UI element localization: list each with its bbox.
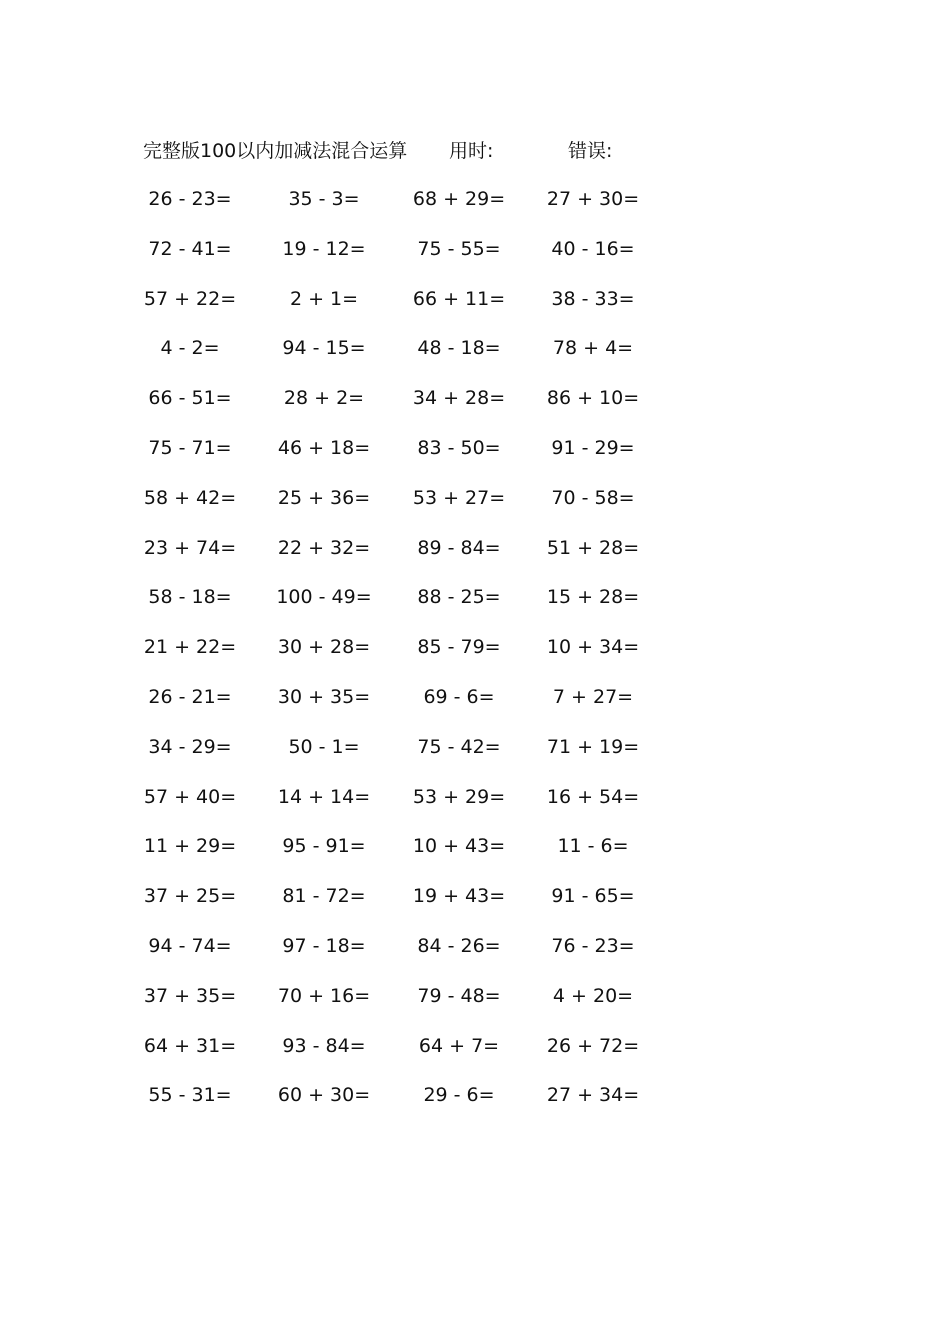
problem-row [0, 1031, 950, 1081]
arithmetic-problem: 34 + 28= [412, 387, 506, 410]
arithmetic-problem: 10 + 43= [412, 835, 506, 858]
arithmetic-problem: 91 - 65= [551, 885, 635, 908]
arithmetic-problem: 57 + 40= [143, 785, 237, 808]
arithmetic-problem: 70 + 16= [277, 984, 371, 1007]
arithmetic-problem: 64 + 31= [143, 1034, 237, 1057]
arithmetic-problem: 71 + 19= [546, 735, 640, 758]
problem-grid [0, 184, 950, 1130]
arithmetic-problem: 69 - 6= [423, 685, 495, 708]
arithmetic-problem: 57 + 22= [143, 287, 237, 310]
problem-row [0, 234, 950, 284]
problem-row [0, 981, 950, 1031]
worksheet-header [0, 136, 950, 166]
arithmetic-problem: 26 + 72= [546, 1034, 640, 1057]
time-label: 用时: [449, 140, 494, 162]
arithmetic-problem: 16 + 54= [546, 785, 640, 808]
arithmetic-problem: 7 + 27= [552, 685, 634, 708]
arithmetic-problem: 75 - 71= [148, 436, 232, 459]
arithmetic-problem: 27 + 30= [546, 188, 640, 210]
arithmetic-problem: 68 + 29= [412, 188, 506, 210]
problem-row [0, 881, 950, 931]
problem-row [0, 284, 950, 334]
arithmetic-problem: 93 - 84= [282, 1034, 366, 1057]
problem-row [0, 433, 950, 483]
arithmetic-problem: 21 + 22= [143, 636, 237, 659]
arithmetic-problem: 14 + 14= [277, 785, 371, 808]
arithmetic-problem: 60 + 30= [277, 1084, 371, 1107]
arithmetic-problem: 78 + 4= [552, 337, 634, 360]
arithmetic-problem: 64 + 7= [418, 1034, 500, 1057]
arithmetic-problem: 25 + 36= [277, 486, 371, 509]
problem-row [0, 682, 950, 732]
arithmetic-problem: 34 - 29= [148, 735, 232, 758]
worksheet-title: 完整版100以内加减法混合运算 [143, 140, 408, 162]
arithmetic-problem: 88 - 25= [417, 586, 501, 609]
arithmetic-problem: 26 - 21= [148, 685, 232, 708]
arithmetic-problem: 19 + 43= [412, 885, 506, 908]
problem-row [0, 1080, 950, 1130]
arithmetic-problem: 94 - 74= [148, 934, 232, 957]
arithmetic-problem: 37 + 25= [143, 885, 237, 908]
arithmetic-problem: 58 - 18= [148, 586, 232, 609]
arithmetic-problem: 30 + 28= [277, 636, 371, 659]
problem-row [0, 483, 950, 533]
problem-row [0, 333, 950, 383]
arithmetic-problem: 30 + 35= [277, 685, 371, 708]
problem-row [0, 582, 950, 632]
arithmetic-problem: 2 + 1= [289, 287, 359, 310]
arithmetic-problem: 81 - 72= [282, 885, 366, 908]
arithmetic-problem: 84 - 26= [417, 934, 501, 957]
arithmetic-problem: 91 - 29= [551, 436, 635, 459]
arithmetic-problem: 66 + 11= [412, 287, 506, 310]
arithmetic-problem: 19 - 12= [282, 237, 366, 260]
arithmetic-problem: 85 - 79= [417, 636, 501, 659]
arithmetic-problem: 66 - 51= [148, 387, 232, 410]
arithmetic-problem: 10 + 34= [546, 636, 640, 659]
arithmetic-problem: 29 - 6= [423, 1084, 495, 1107]
arithmetic-problem: 58 + 42= [143, 486, 237, 509]
arithmetic-problem: 15 + 28= [546, 586, 640, 609]
arithmetic-problem: 89 - 84= [417, 536, 501, 559]
arithmetic-problem: 23 + 74= [143, 536, 237, 559]
problem-row [0, 732, 950, 782]
problem-row [0, 184, 950, 234]
arithmetic-problem: 51 + 28= [546, 536, 640, 559]
problem-row [0, 632, 950, 682]
arithmetic-problem: 86 + 10= [546, 387, 640, 410]
arithmetic-problem: 75 - 55= [417, 237, 501, 260]
arithmetic-problem: 22 + 32= [277, 536, 371, 559]
arithmetic-problem: 53 + 27= [412, 486, 506, 509]
arithmetic-problem: 83 - 50= [417, 436, 501, 459]
arithmetic-problem: 75 - 42= [417, 735, 501, 758]
arithmetic-problem: 11 + 29= [143, 835, 237, 858]
arithmetic-problem: 70 - 58= [551, 486, 635, 509]
problem-row [0, 383, 950, 433]
arithmetic-problem: 55 - 31= [148, 1084, 232, 1107]
problem-row [0, 931, 950, 981]
error-label: 错误: [568, 140, 613, 162]
arithmetic-problem: 94 - 15= [282, 337, 366, 360]
arithmetic-problem: 27 + 34= [546, 1084, 640, 1107]
arithmetic-problem: 28 + 2= [283, 387, 365, 410]
arithmetic-problem: 46 + 18= [277, 436, 371, 459]
arithmetic-problem: 37 + 35= [143, 984, 237, 1007]
arithmetic-problem: 53 + 29= [412, 785, 506, 808]
problem-row [0, 533, 950, 583]
arithmetic-problem: 95 - 91= [282, 835, 366, 858]
arithmetic-problem: 4 - 2= [160, 337, 220, 360]
arithmetic-problem: 35 - 3= [288, 188, 360, 210]
problem-row [0, 831, 950, 881]
arithmetic-problem: 26 - 23= [148, 188, 232, 210]
arithmetic-problem: 97 - 18= [282, 934, 366, 957]
arithmetic-problem: 50 - 1= [288, 735, 360, 758]
arithmetic-problem: 72 - 41= [148, 237, 232, 260]
arithmetic-problem: 38 - 33= [551, 287, 635, 310]
arithmetic-problem: 48 - 18= [417, 337, 501, 360]
arithmetic-problem: 40 - 16= [551, 237, 635, 260]
problem-row [0, 782, 950, 832]
arithmetic-problem: 76 - 23= [551, 934, 635, 957]
arithmetic-problem: 11 - 6= [557, 835, 629, 858]
arithmetic-problem: 79 - 48= [417, 984, 501, 1007]
arithmetic-problem: 100 - 49= [276, 586, 372, 609]
arithmetic-problem: 4 + 20= [552, 984, 634, 1007]
